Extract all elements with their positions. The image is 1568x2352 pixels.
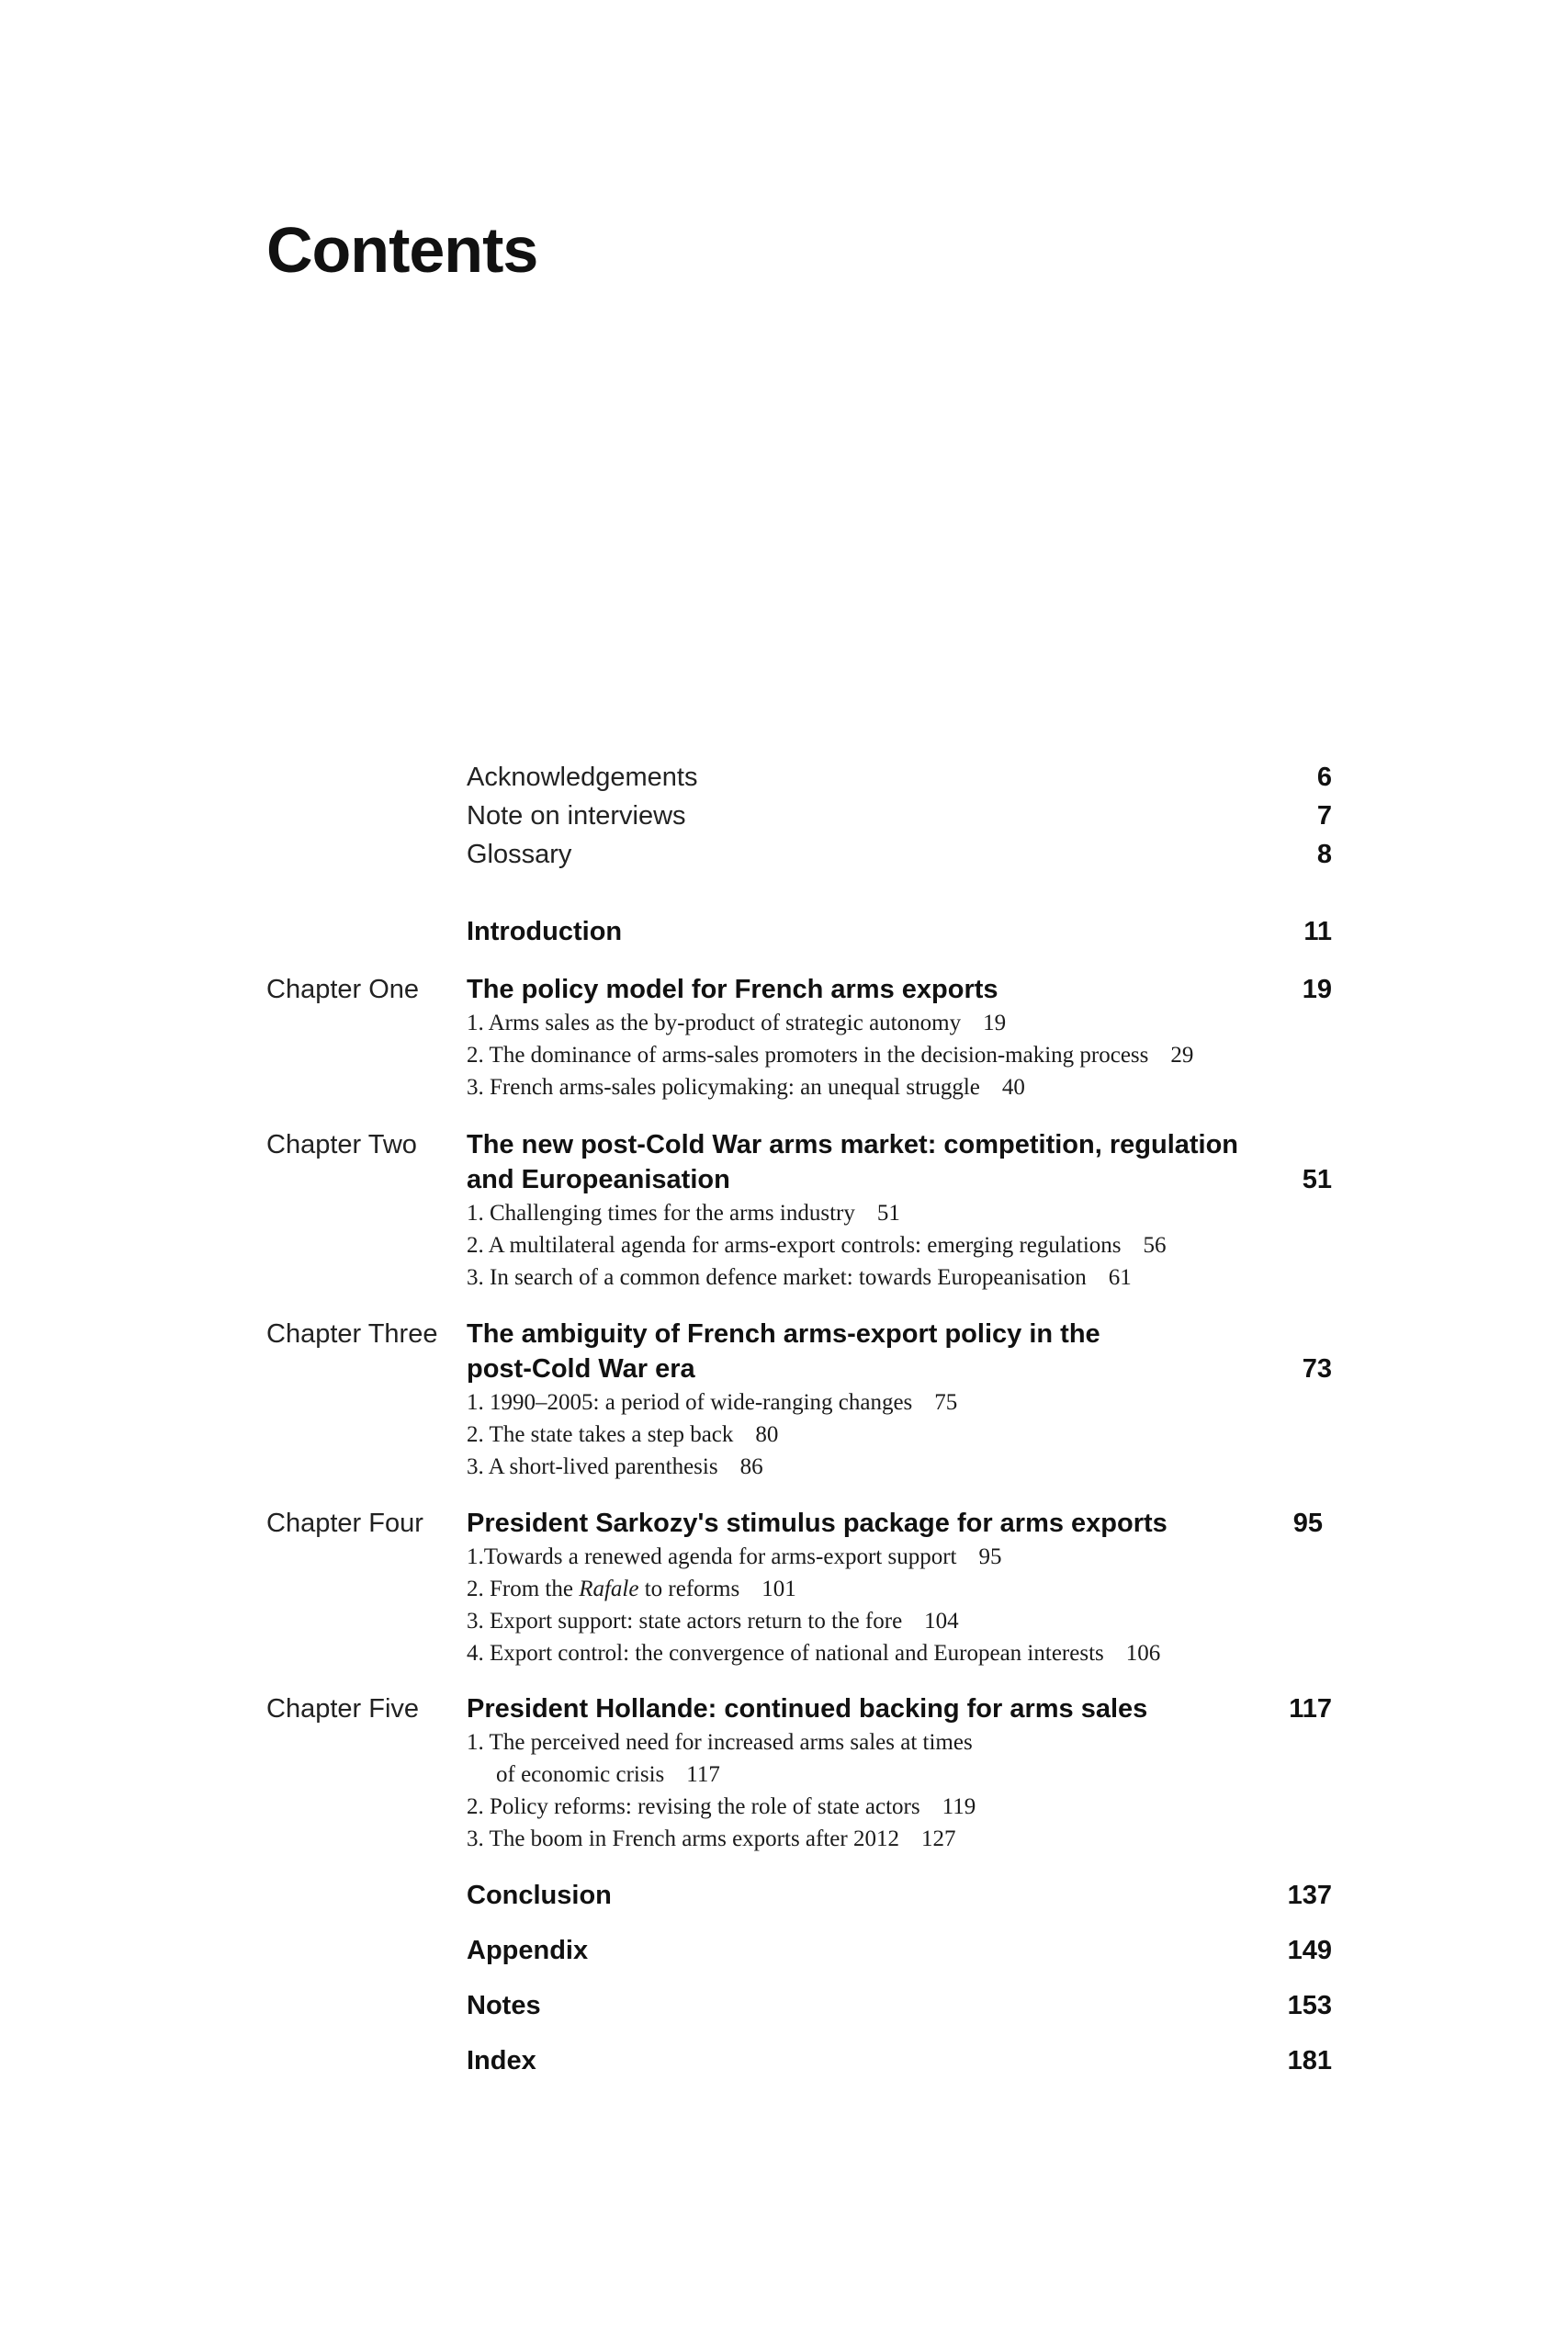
toc-entry-label: Acknowledgements	[467, 763, 698, 792]
section-entry: 2. The dominance of arms-sales promoters in the decision-making process 29	[467, 1043, 1194, 1068]
section-entry: 4. Export control: the convergence of national and European interests 106	[467, 1641, 1161, 1666]
chapter-title-line1: The ambiguity of French arms-export policy in the	[467, 1319, 1100, 1349]
section-entry: 2. The state takes a step back 80	[467, 1422, 779, 1447]
toc-entry-page: 6	[1316, 763, 1332, 792]
chapter-page: 95	[1292, 1509, 1323, 1538]
section-entry: 1. Arms sales as the by-product of strategic autonomy 19	[467, 1011, 1007, 1035]
toc-introduction: Introduction	[467, 917, 623, 946]
section-entry: 3. A short-lived parenthesis 86	[467, 1454, 763, 1479]
chapter-number: Chapter Three	[266, 1319, 438, 1349]
section-entry: 1. Challenging times for the arms industry 51	[467, 1201, 900, 1226]
section-entry: 2. From the Rafale to reforms 101	[467, 1577, 796, 1601]
toc-back-label: Conclusion	[467, 1881, 612, 1910]
section-entry: 1. 1990–2005: a period of wide-ranging changes 75	[467, 1390, 958, 1415]
section-entry: 3. In search of a common defence market: towards Europeanisation 61	[467, 1265, 1132, 1290]
chapter-page: 19	[1302, 975, 1332, 1004]
toc-back-page: 137	[1287, 1881, 1332, 1910]
toc-back-label: Index	[467, 2046, 536, 2075]
chapter-title-line1: The new post-Cold War arms market: competition, regulation	[467, 1130, 1239, 1159]
page-title: Contents	[266, 214, 538, 286]
section-entry: 3. Export support: state actors return to the fore 104	[467, 1609, 959, 1634]
section-entry: 3. The boom in French arms exports after 2012 127	[467, 1826, 956, 1851]
chapter-page: 51	[1302, 1165, 1332, 1194]
section-entry: 3. French arms-sales policymaking: an unequal struggle 40	[467, 1075, 1025, 1100]
toc-entry-page: 8	[1316, 840, 1332, 869]
section-entry-line2: of economic crisis 117	[496, 1762, 720, 1787]
toc-back-page: 153	[1287, 1991, 1332, 2020]
section-entry-line1: 1. The perceived need for increased arms sales at times	[467, 1730, 973, 1755]
toc-back-label: Appendix	[467, 1936, 589, 1965]
chapter-page: 73	[1302, 1354, 1332, 1384]
chapter-number: Chapter Five	[266, 1694, 420, 1724]
chapter-number: Chapter One	[266, 975, 420, 1004]
toc-entry-page: 7	[1316, 801, 1332, 831]
chapter-page: 117	[1289, 1694, 1332, 1724]
section-entry: 1.Towards a renewed agenda for arms-export support 95	[467, 1544, 1002, 1569]
chapter-number: Chapter Four	[266, 1509, 423, 1538]
toc-back-label: Notes	[467, 1991, 541, 2020]
chapter-title-line2: and Europeanisation	[467, 1165, 730, 1194]
section-entry: 2. Policy reforms: revising the role of state actors 119	[467, 1794, 976, 1819]
chapter-title: President Hollande: continued backing for arms sales	[467, 1694, 1148, 1724]
toc-entry-label: Glossary	[467, 840, 572, 869]
chapter-title-line2: post-Cold War era	[467, 1354, 695, 1384]
toc-back-page: 149	[1287, 1936, 1332, 1965]
chapter-title: President Sarkozy's stimulus package for arms exports	[467, 1509, 1168, 1538]
toc-entry-label: Note on interviews	[467, 801, 686, 831]
toc-back-page: 181	[1287, 2046, 1332, 2075]
section-entry: 2. A multilateral agenda for arms-export controls: emerging regulations 56	[467, 1233, 1167, 1258]
chapter-number: Chapter Two	[266, 1130, 417, 1159]
chapter-title: The policy model for French arms exports	[467, 975, 998, 1004]
toc-introduction-page: 11	[1303, 917, 1332, 946]
